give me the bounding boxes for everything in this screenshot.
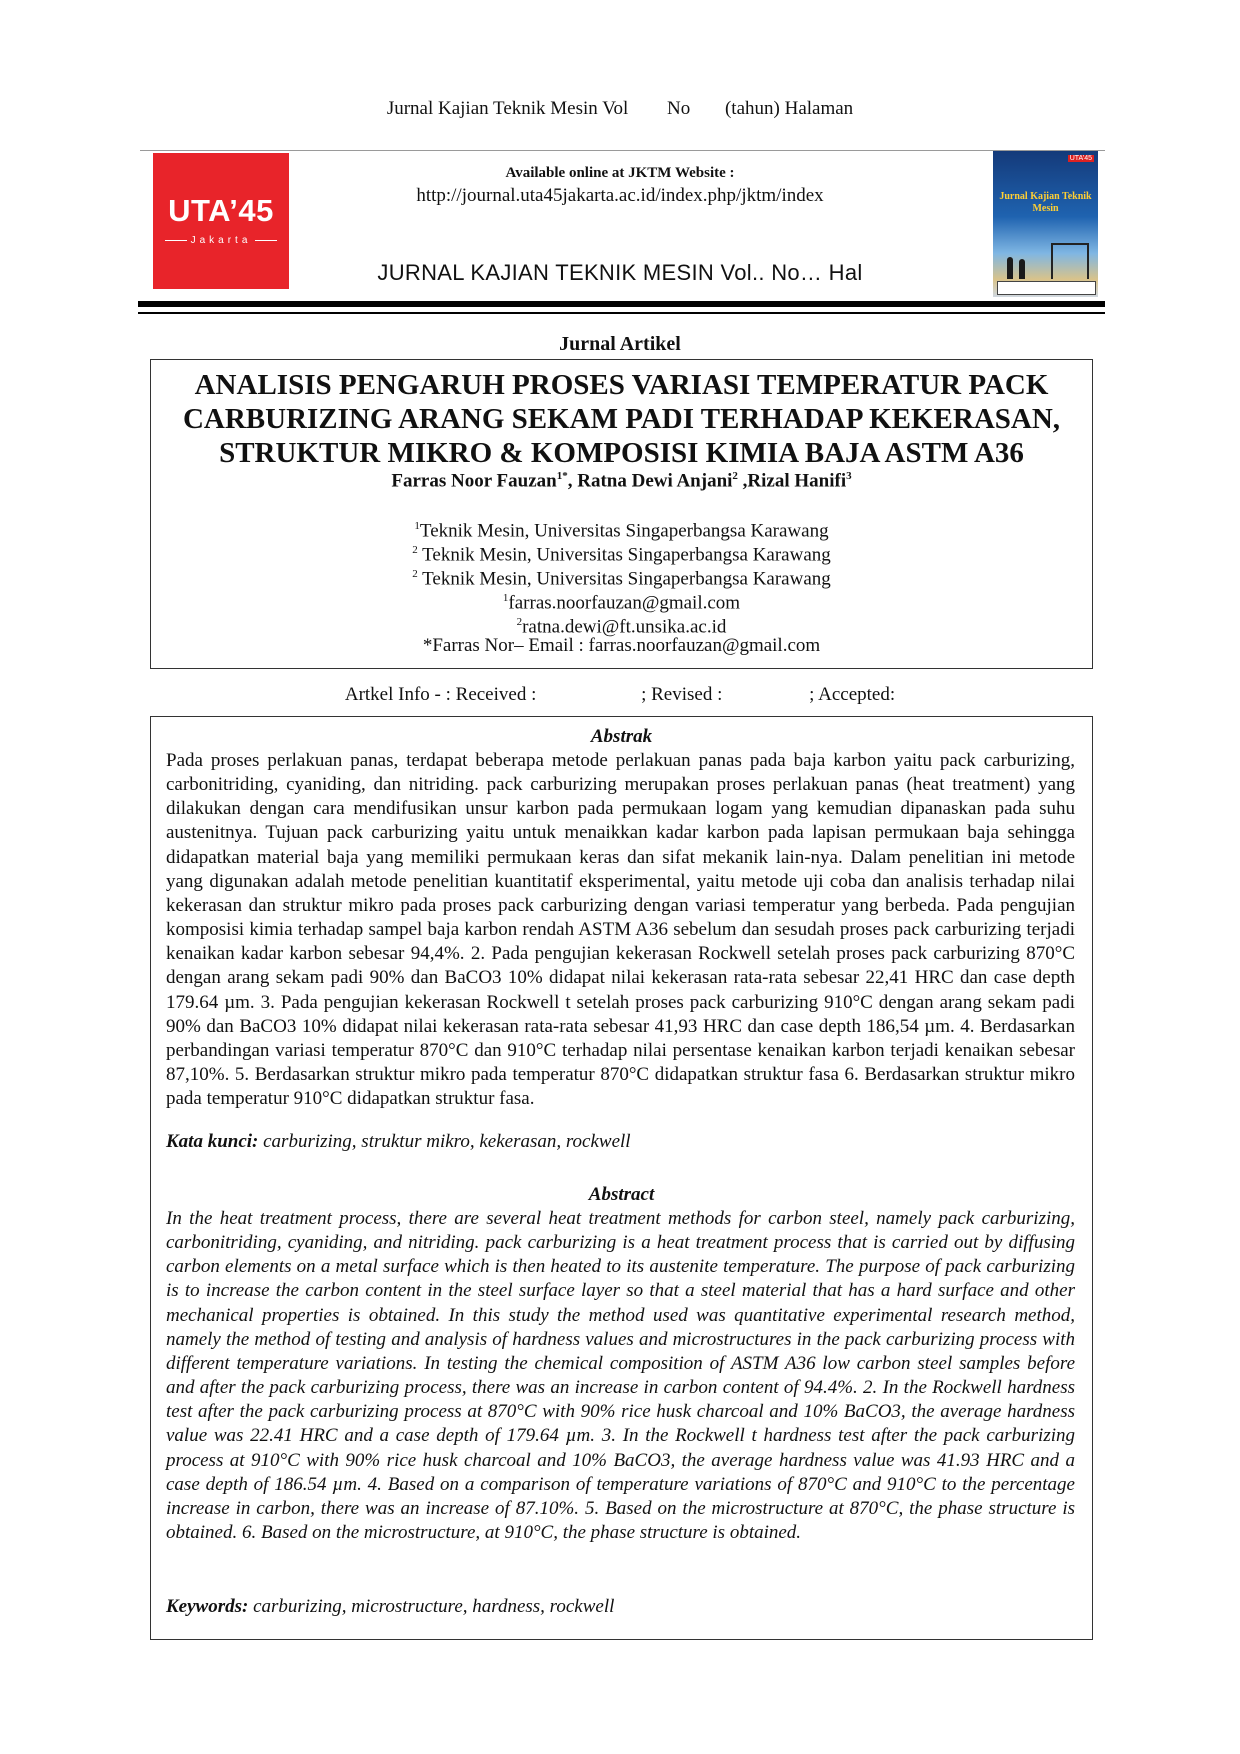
affiliation-text: Teknik Mesin, Universitas Singaperbangsa Karawang [417, 544, 831, 566]
running-header [0, 98, 1240, 120]
journal-cover-image [993, 151, 1098, 297]
author-name: ,Rizal Hanifi [737, 470, 847, 492]
corresponding-email-text: *Farras Nor– Email : farras.noorfauzan@gmail.com [422, 635, 821, 656]
affiliation-sup: 1 [414, 520, 420, 532]
corresponding-author [150, 634, 1093, 658]
cover-figure-1 [1007, 257, 1013, 279]
author-name: Farras Noor Fauzan [391, 470, 557, 492]
running-header-pages: (tahun) Halaman [724, 98, 854, 119]
running-header-journal: Jurnal Kajian Teknik Mesin Vol [386, 98, 629, 119]
keywords [166, 1596, 1075, 1618]
author-list [150, 470, 1093, 492]
abstrak-body: Pada proses perlakuan panas, terdapat beberapa metode perlakuan panas pada baja karbon yaitu pack carburizing, carbonitriding, cyaniding, dan nitriding. pack carburizing merupakan proses perlakuan panas (heat treatment) yang dilakukan dengan cara mendifusikan unsur karbon pada permukaan logam yang kemudian dipanaskan pada suhu austenitnya. Tujuan pack carburizing yaitu untuk menaikkan kadar karbon pada lapisan permukaan baja sehingga didapatkan material baja yang memiliki permukaan keras dan sifat mekanik lain-nya. Dalam penelitian ini metode yang digunakan adalah metode penelitian kuantitatif eksperimental, yaitu metode uji coba dan analisis terhadap nilai kekerasan dan struktur mikro pada proses pack carburizing dengan variasi temperatur yang berbeda. Pada pengujian komposisi kimia terhadap sampel baja karbon rendah ASTM A36 sebelum dan sesudah proses pack carburizing terjadi kenaikan kadar karbon sebesar 94,4%. 2. Pada pengujian kekerasan Rockwell setelah proses pack carburizing 870°C dengan arang sekam padi 90% dan BaCO3 10% didapat nilai kekerasan rata-rata sebesar 22,41 HRC dan case depth 179.64 µm. 3. Pada pengujian kekerasan Rockwell t setelah proses pack carburizing 910°C dengan arang sekam padi 90% dan BaCO3 10% didapat nilai kekerasan rata-rata sebesar 41,93 HRC dan case depth 186,54 µm. 4. Berdasarkan perbandingan variasi temperatur 870°C dan 910°C terhadap nilai persentase kenaikan karbon terjadi kenaikan sebesar 87,10%. 5. Berdasarkan struktur mikro pada temperatur 870°C didapatkan struktur fasa 6. Berdasarkan struktur mikro pada temperatur 910°C didapatkan struktur fasa. [166, 750, 1075, 1110]
cover-title: Jurnal Kajian Teknik Mesin [999, 191, 1092, 214]
title-line: CARBURIZING ARANG SEKAM PADI TERHADAP KEKERASAN, [182, 403, 1061, 435]
journal-heading: JURNAL KAJIAN TEKNIK MESIN Vol.. No… Hal [377, 260, 863, 285]
running-header-no: No [667, 98, 691, 119]
keywords-text: carburizing, microstructure, hardness, rockwell [248, 1596, 615, 1617]
article-type-label: Jurnal Artikel [559, 333, 681, 355]
header-top-divider [140, 150, 1105, 151]
article-title [150, 368, 1093, 470]
cover-figure-2 [1019, 259, 1025, 279]
cover-barcode-strip [997, 281, 1096, 295]
accepted-label: ; Accepted: [809, 684, 896, 705]
author-name: , Ratna Dewi Anjani [567, 470, 733, 492]
affiliation-sup: 2 [412, 568, 418, 580]
affiliation-sup: 2 [516, 616, 523, 628]
affiliation-text: Teknik Mesin, Universitas Singaperbangsa Karawang [419, 520, 829, 542]
affiliation-sup: 2 [412, 544, 418, 556]
abstract-body: In the heat treatment process, there are several heat treatment methods for carbon steel, namely pack carburizing, carbonitriding, cyaniding, and nitriding. pack carburizing is a heat treatment process that is carried out by diffusing carbon elements on a metal surface which is then heated to its austenite temperature. The purpose of pack carburizing is to increase the carbon content in the steel surface layer so that a steel material that has a hard surface and other mechanical properties is obtained. In this study the method used was quantitative experimental research method, namely the method of testing and analysis of hardness values and microstructures in the pack carburizing process with different temperature variations. In testing the chemical composition of ASTM A36 low carbon steel samples before and after the pack carburizing process, there was an increase in carbon content of 94.4%. 2. In the Rockwell hardness test after the pack carburizing process at 870°C with 90% rice husk charcoal and 10% BaCO3, the average hardness value was 22.41 HRC and a case depth of 179.64 µm. 3. In the Rockwell t hardness test after the pack carburizing process at 910°C with 90% rice husk charcoal and 10% BaCO3, the average hardness value was 41.93 HRC and a case depth of 186.54 µm. 4. Based on a comparison of temperature variations of 870°C and 910°C to the percentage increase in carbon, there was an increase of 87.10%. 5. Based on the microstructure at 870°C, the phase structure is obtained. 6. Based on the microstructure, at 910°C, the phase structure is obtained. [166, 1208, 1075, 1544]
title-line: ANALISIS PENGARUH PROSES VARIASI TEMPERATUR PACK [194, 369, 1049, 401]
received-label: Artkel Info - : Received : [344, 684, 537, 705]
header-thin-rule [138, 312, 1105, 314]
uta45-logo [153, 153, 289, 289]
header-thick-rule [138, 301, 1105, 307]
cover-oil-rig [1051, 243, 1089, 279]
abstrak-heading: Abstrak [590, 726, 653, 747]
title-line: STRUKTUR MIKRO & KOMPOSISI KIMIA BAJA ASTM A36 [219, 437, 1024, 469]
logo-text: UTA’45 [168, 193, 274, 228]
author-superscript: 2 [732, 470, 738, 482]
abstract-heading: Abstract [588, 1184, 655, 1205]
author-superscript: 1* [556, 470, 568, 482]
kata-kunci-label: Kata kunci: [166, 1131, 259, 1152]
logo-subtext: Jakarta [153, 235, 289, 246]
author-superscript: 3 [846, 470, 852, 482]
journal-url-link[interactable]: http://journal.uta45jakarta.ac.id/index.php/jktm/index [416, 185, 824, 206]
cover-badge: UTA’45 [1069, 155, 1092, 162]
affiliation-text: Teknik Mesin, Universitas Singaperbangsa Karawang [417, 568, 831, 590]
article-info [0, 684, 1240, 706]
available-online-label: Available online at JKTM Website : [505, 165, 735, 181]
email-text: farras.noorfauzan@gmail.com [508, 592, 741, 614]
revised-label: ; Revised : [641, 684, 723, 705]
keywords-label: Keywords: [166, 1596, 249, 1617]
affiliation-sup: 1 [502, 592, 509, 604]
email-text: ratna.dewi@ft.unsika.ac.id [522, 616, 727, 638]
kata-kunci [166, 1131, 1075, 1153]
kata-kunci-text: carburizing, struktur mikro, kekerasan, rockwell [258, 1131, 631, 1152]
